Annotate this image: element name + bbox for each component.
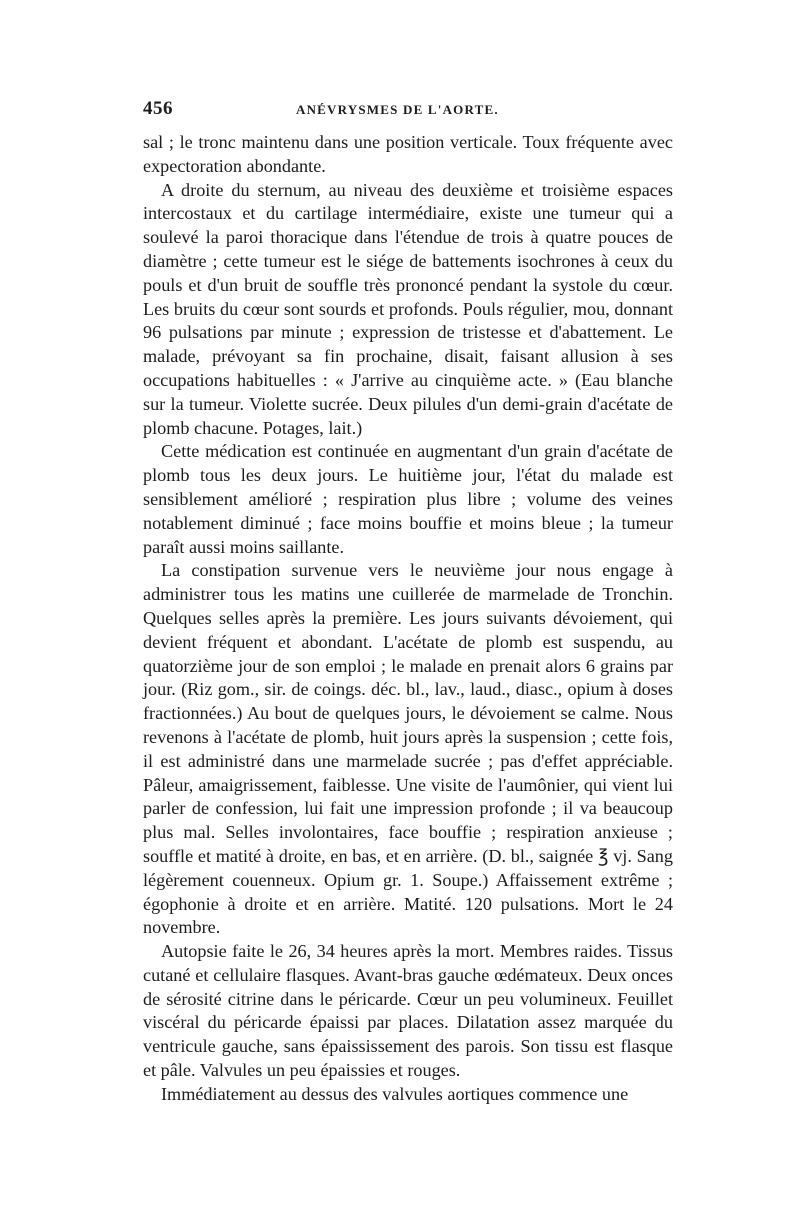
paragraph-autopsy: Autopsie faite le 26, 34 heures après la mort. Membres raides. Tissus cutané et cellulaire flasques. Avant-bras gauche œdémateux. Deux onces de sérosité citrine dans le péricarde. Cœur un peu volumineux. Feuillet viscéral du péricarde épaissi par places. Dilatation assez marquée du ventricule gauche, sans épaississement des parois. Son tissu est flasque et pâle. Valvules un peu épaissies et rouges. [143, 941, 673, 1081]
paragraph-continuation: sal ; le tronc maintenu dans une position verticale. Toux fréquente avec expectoration abondante. [143, 132, 673, 176]
page-number: 456 [143, 98, 173, 119]
page-header [143, 98, 673, 124]
body-text [143, 131, 673, 1107]
running-title: ANÉVRYSMES DE L'AORTE. [296, 102, 499, 117]
paragraph-constipation: La constipation survenue vers le neuvième jour nous engage à administrer tous les matins une cuillerée de marmelade de Tronchin. Quelques selles après la première. Les jours suivants dévoiement, qui devient fréquent et abondant. L'acétate de plomb est suspendu, au quatorzième jour de son emploi ; le malade en prenait alors 6 grains par jour. (Riz gom., sir. de coings. déc. bl., lav., laud., diasc., opium à doses fractionnées.) Au bout de quelques jours, le dévoiement se calme. Nous revenons à l'acétate de plomb, huit jours après la suspension ; cette fois, il est administré dans une marmelade sucrée ; pas d'effet appréciable. Pâleur, amaigrissement, faiblesse. Une visite de l'aumônier, qui vient lui parler de confession, lui fait une impression profonde ; il va beaucoup plus mal. Selles involontaires, face bouffie ; respiration anxieuse ; souffle et matité à droite, en bas, et en arrière. (D. bl., saignée ℥ vj. Sang légèrement couenneux. Opium gr. 1. Soupe.) Affaissement extrême ; égophonie à droite et en arrière. Matité. 120 pulsations. Mort le 24 novembre. [143, 560, 673, 938]
paragraph-medication: Cette médication est continuée en augmentant d'un grain d'acétate de plomb tous les deux jours. Le huitième jour, l'état du malade est sensiblement amélioré ; respiration plus libre ; volume des veines notablement diminué ; face moins bouffie et moins bleue ; la tumeur paraît aussi moins saillante. [143, 441, 673, 557]
paragraph-tumor-description: A droite du sternum, au niveau des deuxième et troisième espaces intercostaux et du cartilage intermédiaire, existe une tumeur qui a soulevé la paroi thoracique dans l'étendue de trois à quatre pouces de diamètre ; cette tumeur est le siége de battements isochrones à ceux du pouls et d'un bruit de souffle très prononcé pendant la systole du cœur. Les bruits du cœur sont sourds et profonds. Pouls régulier, mou, donnant 96 pulsations par minute ; expression de tristesse et d'abattement. Le malade, prévoyant sa fin prochaine, disait, faisant allusion à ses occupations habituelles : « J'arrive au cinquième acte. » (Eau blanche sur la tumeur. Violette sucrée. Deux pilules d'un demi-grain d'acétate de plomb chacune. Potages, lait.) [143, 179, 673, 438]
paragraph-last-line: Immédiatement au dessus des valvules aortiques commence une [161, 1083, 629, 1104]
